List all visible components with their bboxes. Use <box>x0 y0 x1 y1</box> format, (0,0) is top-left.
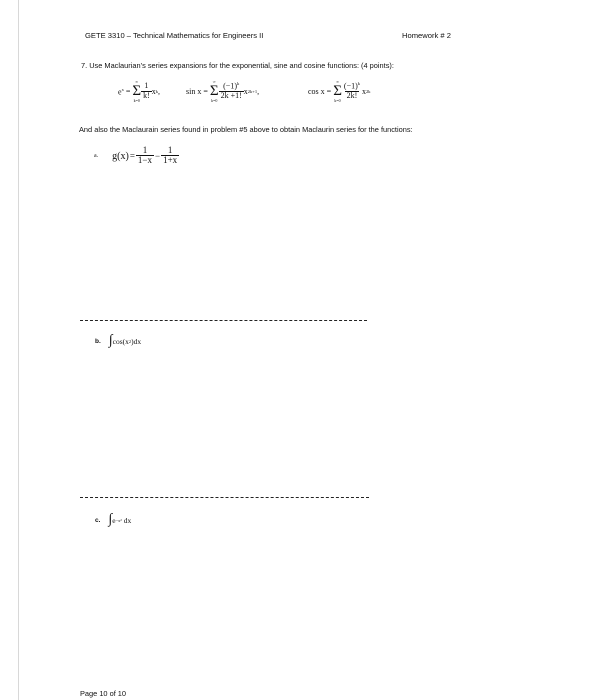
question-text: 7. Use Maclaurian’s series expansions for the exponential, sine and cosine functions: (4 points): <box>81 61 394 70</box>
page-border <box>18 0 605 700</box>
sin-sigma: ∞ Σ k=0 <box>209 79 219 103</box>
part-c: c. ∫ e −x² dx <box>95 512 132 527</box>
homework-label: Homework # 2 <box>402 31 451 40</box>
cos-sigma: ∞ Σ k=0 <box>333 79 342 103</box>
part-c-label: c. <box>95 516 101 524</box>
exp-series: $e^x$ = ∞ Σ k=0 $\frac{1}{k!}$ x k , <box>118 79 160 103</box>
part-b: b. ∫ cos(x 2 )dx <box>95 333 142 348</box>
separator-2 <box>80 497 369 498</box>
separator-1 <box>80 320 367 321</box>
part-a-label: a. <box>94 153 99 160</box>
part-b-label: b. <box>95 337 101 345</box>
exp-lhs: $e^x$ <box>118 86 124 97</box>
course-title: GETE 3310 – Technical Mathematics for Engineers II <box>85 31 264 40</box>
cos-series: cos x = ∞ Σ k=0 $\frac{(-1)^k}{2k!}$ x 2k <box>308 79 371 103</box>
exp-sigma: ∞ Σ k=0 <box>132 79 142 103</box>
page-number: Page 10 of 10 <box>80 689 127 698</box>
follow-up-text: And also the Maclaurain series found in problem #5 above to obtain Maclaurin series for the functions: <box>79 125 413 134</box>
part-a: a. g(x) = $\frac{1}{1-x}$ − $\frac{1}{1+x}$ <box>94 145 178 166</box>
sin-series: sin x = ∞ Σ k=0 $\frac{(-1)^k}{2k +1!}$ x 2k+1 , <box>186 79 260 103</box>
